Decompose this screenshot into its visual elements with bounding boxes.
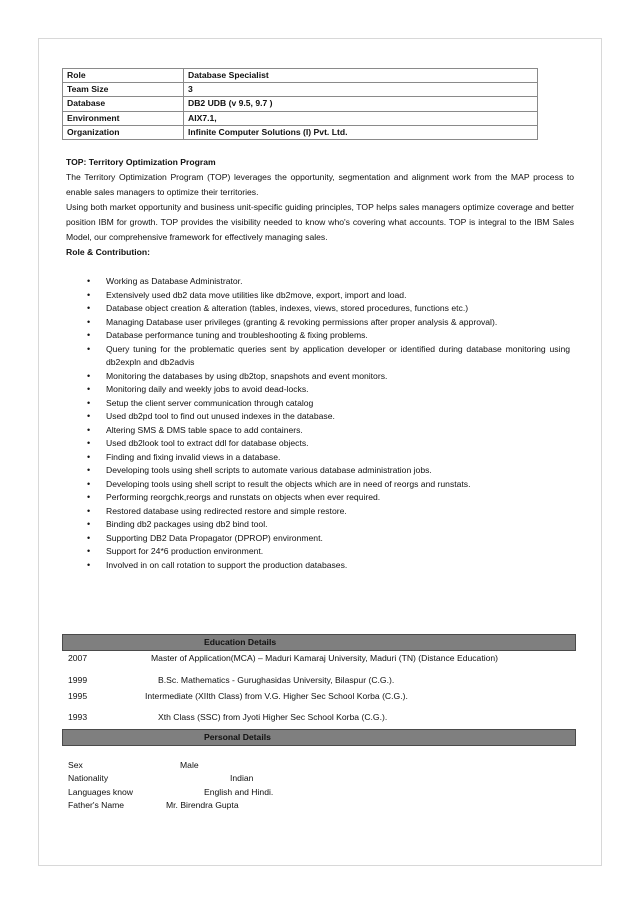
- project-paragraph: The Territory Optimization Program (TOP) leverages the opportunity, segmentation and alignment work from the MAP process to enable sales managers to optimize their territories.: [66, 172, 574, 197]
- info-value: Infinite Computer Solutions (I) Pvt. Ltd.: [184, 125, 538, 139]
- list-item: • Monitoring daily and weekly jobs to avoid dead-locks.: [86, 383, 570, 397]
- project-info-table: [62, 68, 538, 140]
- education-desc: B.Sc. Mathematics - Gurughasidas University, Bilaspur (C.G.).: [158, 675, 395, 685]
- list-item: • Involved in on call rotation to support the production databases.: [86, 559, 570, 573]
- list-item: • Developing tools using shell scripts to automate various database administration jobs.: [86, 464, 570, 478]
- education-row: [68, 690, 578, 703]
- info-value: AIX7.1,: [184, 111, 538, 125]
- table-row: [63, 69, 538, 83]
- education-desc: Intermediate (XIIth Class) from V.G. Higher Sec School Korba (C.G.).: [145, 691, 408, 701]
- personal-section-bar: [62, 729, 576, 746]
- education-row: [68, 711, 578, 724]
- bullet-icon: •: [87, 316, 91, 327]
- table-row: [63, 83, 538, 97]
- list-item: • Setup the client server communication through catalog: [86, 397, 570, 411]
- education-heading: Education Details: [204, 637, 277, 647]
- personal-label: Nationality: [68, 773, 109, 783]
- education-section-bar: [62, 634, 576, 651]
- bullet-icon: •: [87, 532, 91, 543]
- role-contribution-heading: Role & Contribution:: [66, 247, 151, 257]
- bullet-icon: •: [87, 451, 91, 462]
- personal-row: [68, 772, 548, 785]
- education-row: [68, 674, 578, 687]
- list-item: • Restored database using redirected restore and simple restore.: [86, 505, 570, 519]
- list-item: • Developing tools using shell script to result the objects which are in need of reorgs and runstats.: [86, 478, 570, 492]
- education-year: 2007: [68, 653, 88, 663]
- info-label: Environment: [63, 111, 184, 125]
- bullet-icon: •: [87, 289, 91, 300]
- personal-label: Sex: [68, 760, 83, 770]
- bullet-icon: •: [87, 370, 91, 381]
- bullet-icon: •: [87, 478, 91, 489]
- list-item: • Used db2pd tool to find out unused indexes in the database.: [86, 410, 570, 424]
- list-item: • Monitoring the databases by using db2top, snapshots and event monitors.: [86, 370, 570, 384]
- bullet-icon: •: [87, 424, 91, 435]
- personal-value: Indian: [230, 773, 254, 783]
- education-year: 1995: [68, 691, 88, 701]
- list-item: • Managing Database user privileges (granting & revoking permissions after proper analysis & approval).: [86, 316, 570, 330]
- project-paragraph: Using both market opportunity and business unit-specific guiding principles, TOP helps sales managers optimize coverage and better position IBM for growth. TOP provides the visibility needed to know who's covering what accounts. TOP is integral to the IBM Sales Model, our comprehensive framework for effectively managing sales.: [66, 202, 574, 242]
- personal-row: [68, 759, 548, 772]
- bullet-icon: •: [87, 276, 91, 286]
- bullet-icon: •: [87, 492, 91, 502]
- project-description: [66, 155, 574, 245]
- personal-value: Male: [180, 760, 199, 770]
- bullet-icon: •: [87, 505, 91, 516]
- personal-row: [68, 799, 548, 812]
- bullet-icon: •: [87, 438, 91, 448]
- table-row: [63, 111, 538, 125]
- bullet-icon: •: [87, 343, 91, 354]
- list-item: • Query tuning for the problematic queries sent by application developer or identified during database monitoring using db2expln and db2advis: [87, 343, 570, 367]
- personal-heading: Personal Details: [204, 732, 271, 742]
- list-item: • Altering SMS & DMS table space to add containers.: [86, 424, 570, 438]
- list-item: • Used db2look tool to extract ddl for database objects.: [86, 437, 570, 451]
- bullet-icon: •: [87, 397, 91, 408]
- table-row: [63, 125, 538, 139]
- bullet-icon: •: [87, 384, 91, 394]
- personal-row: [68, 786, 548, 799]
- education-row: [68, 652, 578, 665]
- education-desc: Xth Class (SSC) from Jyoti Higher Sec School Korba (C.G.).: [158, 712, 388, 722]
- info-label: Database: [63, 97, 184, 111]
- info-label: Organization: [63, 125, 184, 139]
- list-item: • Database object creation & alteration (tables, indexes, views, stored procedures, functions etc.): [86, 302, 570, 316]
- info-value: 3: [184, 83, 538, 97]
- personal-value: Mr. Birendra Gupta: [166, 800, 239, 810]
- list-item: • Binding db2 packages using db2 bind tool.: [86, 518, 570, 532]
- list-item: • Support for 24*6 production environment.: [86, 545, 570, 559]
- personal-label: Languages know: [68, 787, 133, 797]
- bullet-icon: •: [87, 546, 91, 556]
- list-item: • Performing reorgchk,reorgs and runstats on objects when ever required.: [86, 491, 570, 505]
- bullet-icon: •: [87, 411, 91, 421]
- education-year: 1999: [68, 675, 88, 685]
- info-label: Role: [63, 69, 184, 83]
- personal-label: Father's Name: [68, 800, 125, 810]
- education-year: 1993: [68, 712, 88, 722]
- list-item: • Supporting DB2 Data Propagator (DPROP) environment.: [86, 532, 570, 546]
- table-row: [63, 97, 538, 111]
- bullet-icon: •: [87, 330, 91, 340]
- info-value: Database Specialist: [184, 69, 538, 83]
- list-item: • Working as Database Administrator.: [86, 275, 570, 289]
- bullet-icon: •: [87, 465, 91, 475]
- bullet-icon: •: [87, 519, 91, 529]
- bullet-icon: •: [87, 303, 91, 313]
- bullet-icon: •: [87, 559, 91, 570]
- project-title: TOP: Territory Optimization Program: [66, 157, 216, 167]
- list-item: • Extensively used db2 data move utilities like db2move, export, import and load.: [86, 289, 570, 303]
- list-item: • Finding and fixing invalid views in a database.: [86, 451, 570, 465]
- list-item: • Database performance tuning and troubleshooting & fixing problems.: [86, 329, 570, 343]
- personal-value: English and Hindi.: [204, 787, 274, 797]
- education-desc: Master of Application(MCA) – Maduri Kamaraj University, Maduri (TN) (Distance Education): [151, 653, 499, 663]
- info-label: Team Size: [63, 83, 184, 97]
- duties-list: [86, 275, 570, 572]
- info-value: DB2 UDB (v 9.5, 9.7 ): [184, 97, 538, 111]
